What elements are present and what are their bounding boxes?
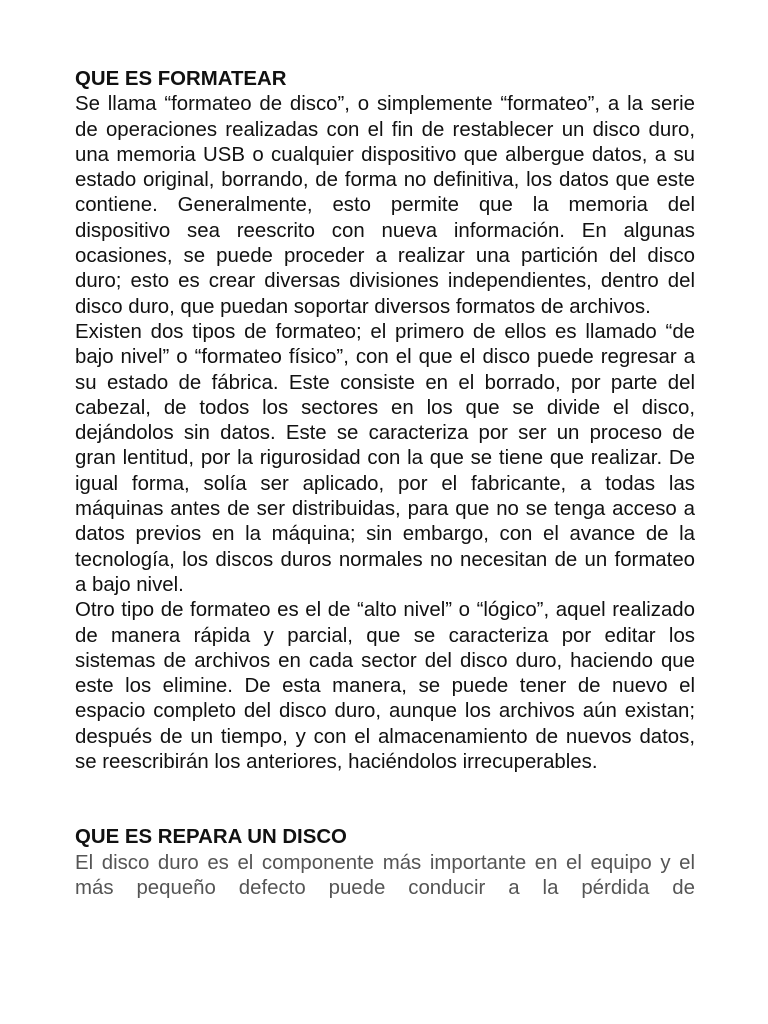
section-spacer	[75, 775, 695, 825]
section-reparar	[75, 825, 695, 901]
document-page	[75, 67, 695, 901]
paragraph-low-level: Existen dos tipos de formateo; el primero de ellos es llamado “de bajo nivel” o “formateo físico”, con el que el disco puede regresar a su estado de fábrica. Este consiste en el borrado, por parte del cabezal, de todos los sectores en los que se divide el disco, dejándolos sin datos. Este se caracteriza por ser un proceso de gran lentitud, por la rigurosidad con la que se tiene que realizar. De igual forma, solía ser aplicado, por el fabricante, a todas las máquinas antes de ser distribuidas, para que no se tenga acceso a datos previos en la máquina; sin embargo, con el avance de la tecnología, los discos duros normales no necesitan de un formateo a bajo nivel.	[75, 320, 695, 596]
section-formatear	[75, 67, 695, 775]
paragraph-high-level: Otro tipo de formateo es el de “alto nivel” o “lógico”, aquel realizado de manera rápida y parcial, que se caracteriza por editar los sistemas de archivos en cada sector del disco duro, haciendo que este los elimine. De esta manera, se puede tener de nuevo el espacio completo del disco duro, aunque los archivos aún existan; después de un tiempo, y con el almacenamiento de nuevos datos, se reescribirán los anteriores, haciéndolos irrecuperables.	[75, 599, 695, 774]
section-heading-formatear: QUE ES FORMATEAR	[75, 68, 287, 90]
section-heading-reparar: QUE ES REPARA UN DISCO	[75, 826, 347, 849]
paragraph-definition: Se llama “formateo de disco”, o simplemente “formateo”, a la serie de operaciones realizadas con el fin de restablecer un disco duro, una memoria USB o cualquier dispositivo que albergue datos, a su estado original, borrando, de forma no definitiva, los datos que este contiene. Generalmente, esto permite que la memoria del dispositivo sea reescrito con nueva información. En algunas ocasiones, se puede proceder a realizar una partición del disco duro; esto es crear diversas divisiones independientes, dentro del disco duro, que puedan soportar diversos formatos de archivos.	[75, 93, 695, 318]
paragraph-disk-intro: El disco duro es el componente más importante en el equipo y el más pequeño defecto puede conducir a la pérdida de	[75, 851, 695, 899]
